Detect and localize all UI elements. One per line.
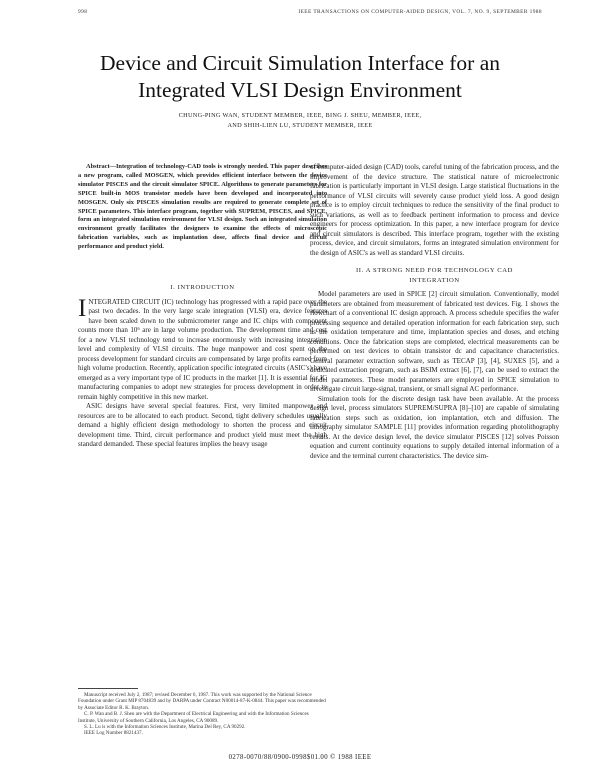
section-heading-technology-cad	[310, 266, 559, 285]
right-paragraph-1: of computer-aided design (CAD) tools, careful tuning of the fabrication process, and the improvement of the device structure. The statistical nature of microelectronic fabrication is particularly important in VLSI design. Large statistical fluctuations in the performance of VLSI circuits will severely cause product yield loss. A good design practice is to employ circuit techniques to reduce the sensitivity of the final product to such variations, as well as to feedback pertinent information to process and device engineers for process optimization. In this paper, a new interface program for device and circuit simulators is described. This interface program, together with the existing process, device, and circuit simulators, forms an integrated simulation environment for the design of ASIC's as well as standard VLSI circuits.	[310, 163, 559, 257]
right-paragraph-3: Simulation tools for the discrete design task have been available. At the process design level, process simulators SUPREM/SUPRA [8]–[10] are capable of simulating fabrication steps such as oxidation, ion implantation, etch and diffusion. The lithography simulator SAMPLE [11] provides information regarding photolithography results. At the device design level, the device simulator PISCES [12] solves Poisson equation and current continuity equations to supply detailed internal information of a device and the terminal current characteristics. The device sim-	[310, 394, 559, 460]
author-block	[95, 111, 505, 131]
drop-cap: I	[78, 294, 87, 322]
section-heading-introduction: I. INTRODUCTION	[170, 284, 235, 292]
copyright-line: 0278-0070/88/0900-0998$01.00 © 1988 IEEE	[228, 754, 372, 761]
right-paragraph-2: Model parameters are used in SPICE [2] circuit simulation. Conventionally, model parameters are obtained from measurement of fabricated test devices. Fig. 1 shows the flowchart of a conventional IC design approach. A process schedule specifies the wafer processing sequence and detailed operation information for each fabrication step, such as the oxidation temperature and time, implantation species and doses, and etching conditions. Once the fabrication steps are completed, electrical measurements can be performed on test devices to obtain transistor dc and capacitance characteristics. General parameter extraction software, such as TECAP [3], [4], SUXES [5], and a dedicated extraction program, such as BSIM extract [6], [7], can be used to extract the model parameters. These model parameters are employed in SPICE simulation to investigate circuit large-signal, transient, or small signal AC performance.	[310, 290, 559, 393]
authors-line-1: CHUNG-PING WAN, STUDENT MEMBER, IEEE, BING J. SHEU, MEMBER, IEEE,	[178, 112, 422, 119]
footnote-rule	[78, 688, 138, 689]
intro-paragraph-1-text: NTEGRATED CIRCUIT (IC) technology has progressed with a rapid pace over the past two decades. In the very large scale integration (VLSI) era, device features have been scaled down to the submicrometer range and IC chips with component counts more than 10⁶ are in large volume production. The development time and cost for a new VLSI technology tend to increase enormously with increasing integration level and complexity of VLSI circuits. The huge manpower and cost spent on the process development for standard circuits are compensated by large profits earned from high volume production. Recently, application specific integrated circuits (ASIC's) have emerged as a very important type of IC products in the market [1]. It is essential for IC manufacturing companies to adopt new strategies for process development in order to remain highly competitive in this new market.	[78, 297, 327, 401]
running-header	[78, 9, 542, 21]
title-line-2: Integrated VLSI Design Environment	[138, 78, 462, 102]
footnote-ieee-log: IEEE Log Number 8821437.	[84, 730, 143, 737]
page-number: 998	[78, 9, 88, 15]
footnotes	[78, 688, 327, 737]
journal-header: IEEE TRANSACTIONS ON COMPUTER-AIDED DESIGN, VOL. 7, NO. 9, SEPTEMBER 1988	[298, 9, 542, 15]
intro-paragraph-1	[78, 294, 327, 403]
footnote-manuscript: Manuscript received July 2, 1987; revised December 6, 1987. This work was supported by the National Science Foundation under Grant MIP 8704839 and by DARPA under Contract N00014-87-K-0844. This paper was recommended by Associate Editor R. K. Brayton.	[78, 692, 326, 711]
intro-paragraph-2: ASIC designs have several special features. First, very limited manpower and resources are to be allocated to each product. Second, tight delivery schedules usually demand a highly efficient design methodology to shorten the process and circuit development time. Third, circuit performance and product yield must meet the high standard demanded. These special features implies the heavy usage	[78, 402, 327, 449]
right-column	[310, 163, 559, 461]
footnote-authors-2: S. L. Lu is with the Information Sciences Institute, Marina Del Rey, CA 90292.	[84, 724, 246, 731]
paper-title	[60, 50, 540, 104]
left-column	[78, 163, 327, 450]
authors-line-2: AND SHIH-LIEN LU, STUDENT MEMBER, IEEE	[227, 122, 373, 129]
section-heading-2-line-2: INTEGRATION	[409, 276, 460, 284]
title-line-1: Device and Circuit Simulation Interface for an	[100, 51, 500, 75]
footnote-authors-1: C. P. Wan and B. J. Sheu are with the Department of Electrical Engineering and with the Information Sciences Institute, University of Southern California, Los Angeles, CA 90089.	[78, 711, 309, 724]
section-heading-2-line-1: II. A STRONG NEED FOR TECHNOLOGY CAD	[356, 267, 513, 274]
abstract: Abstract—Integration of technology-CAD tools is strongly needed. This paper describes a new program, called MOSGEN, which provides efficient interface between the device simulator PISCES and the circuit simulator SPICE. Algorithms to generate parameters for SPICE built-in MOS transistor models have been developed and incorporated into MOSGEN. Only six PISCES simulation results are required to generate complete set of SPICE parameters. This interface program, together with SUPREM, PISCES, and SPICE, form an integrated simulation environment for VLSI design. Such an integrated simulation environment greatly facilitates the designers to examine the effects of microscopic fabrication variables, such as implantation dose, affects final device and circuit performance and product yield.	[78, 163, 327, 251]
